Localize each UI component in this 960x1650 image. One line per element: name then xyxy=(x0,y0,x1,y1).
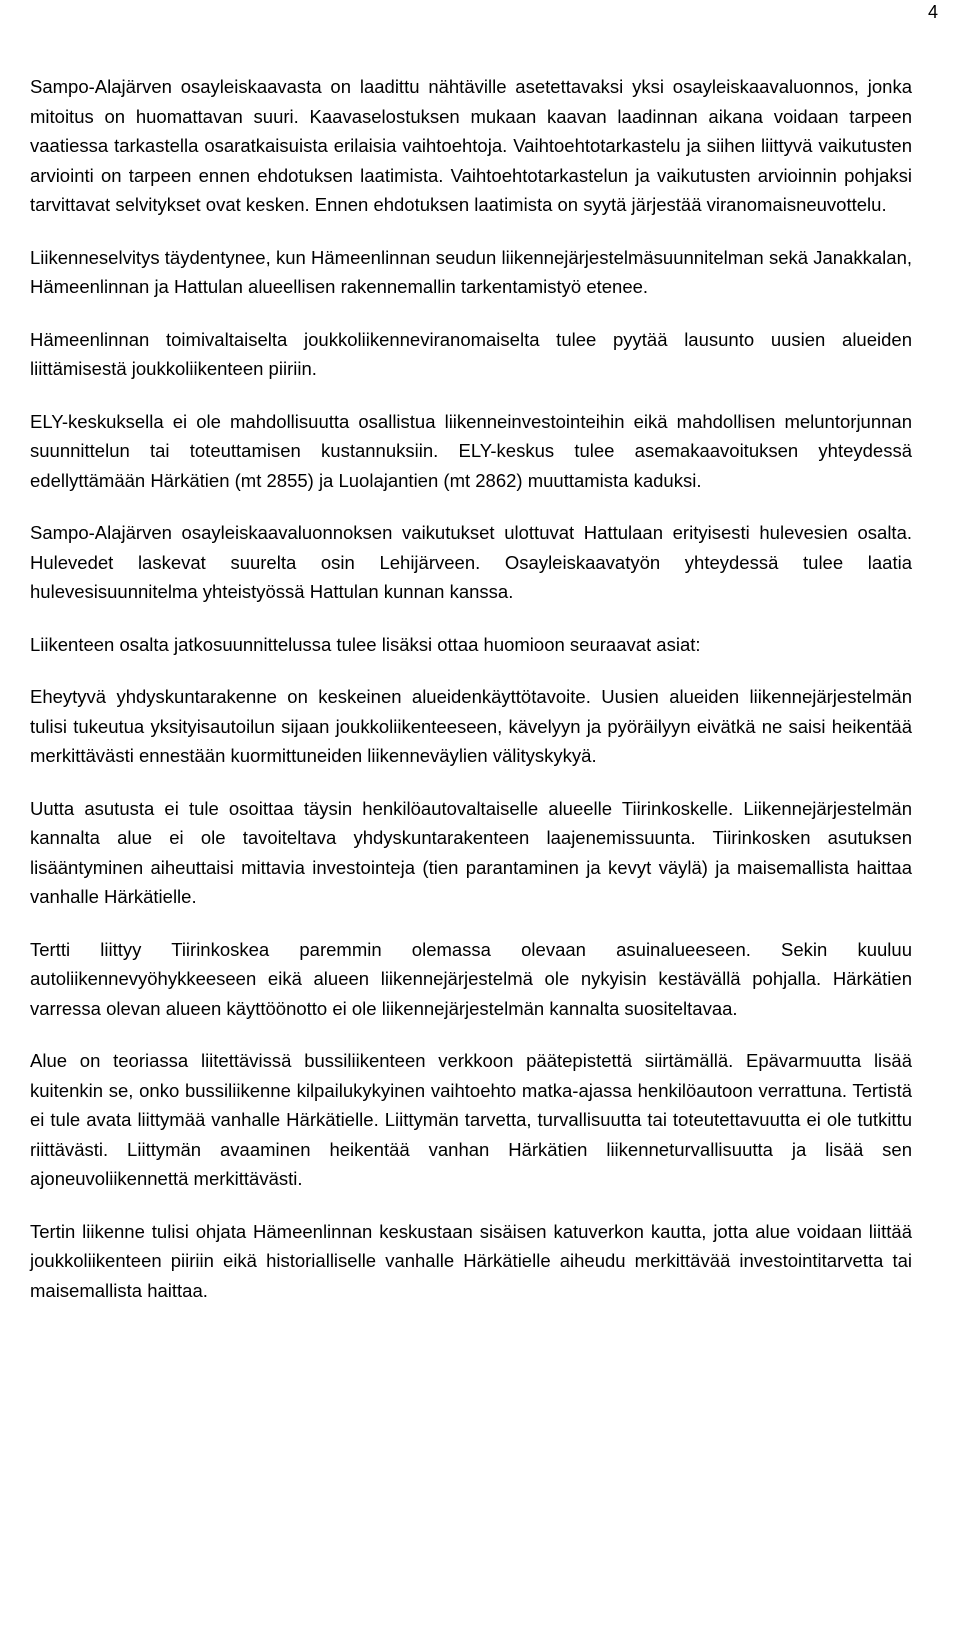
text-segment: Kaavaselostuksen mukaan kaavan laadinnan aikana voidaan tarpeen vaatiessa tarkastella osaratkaisuista erilaisia vaihtoehtoja. Vaihtoehtotarkastelu ja siihen liittyvä vaikutusten arviointi on tarpeen ennen ehdotuksen laatimista. xyxy=(30,105,912,186)
paragraph-jatkosuunnittelu-intro xyxy=(30,630,912,660)
text-segment: Alue on teoriassa liitettävissä bussiliikenteen verkkoon päätepistettä siirtämällä. Epävarmuutta lisää kuitenkin se, onko bussiliikenne kilpailukykyinen vaihtoehto matka-ajassa henkilöautoon verrattuna. Tertistä ei tule avata liittymää vanhalle Härkätielle. Liittymän tarvetta, turvallisuutta tai toteutettavuutta ei ole tutkittu riittävästi. Liittymän avaaminen heikentää vanhan Härkätien liikenneturvallisuutta ja lisää sen ajoneuvoliikennettä merkittävästi. xyxy=(30,1050,912,1189)
paragraph-joukkoliikenneviranomainen xyxy=(30,325,912,384)
paragraph-osayleiskaava-luonnos xyxy=(30,72,912,220)
document-body xyxy=(30,72,912,1328)
paragraph-tertti xyxy=(30,935,912,1024)
page-number: 4 xyxy=(927,2,938,22)
text-segment: Liikenteen osalta jatkosuunnittelussa tulee lisäksi ottaa huomioon seuraavat asiat: xyxy=(30,633,701,655)
paragraph-tertin-liikenne xyxy=(30,1217,912,1306)
paragraph-hulevedet xyxy=(30,518,912,607)
text-segment: ELY-keskuksella ei ole mahdollisuutta osallistua liikenneinvestointeihin eikä mahdollisen meluntorjunnan suunnittelun tai toteuttamisen kustannuksiin. ELY-keskus tulee asemakaavoituksen yhteydessä edellyttämään Härkätien (mt 2855) ja Luolajantien (mt 2862) muuttamista kaduksi. xyxy=(30,410,912,491)
text-segment: Vaihtoehtotarkastelun ja vaikutusten arvioinnin pohjaksi tarvittavat selvitykset ovat kesken. Ennen ehdotuksen laatimista on syytä järjestää viranomaisneuvottelu. xyxy=(30,164,913,215)
text-segment: Liikenneselvitys täydentynee, kun Hämeenlinnan seudun liikennejärjestelmäsuunnitelman sekä Janakkalan, Hämeenlinnan ja Hattulan alueellisen rakennemallin tarkentamistyö etenee. xyxy=(30,246,912,297)
paragraph-tiirinkoski xyxy=(30,794,912,912)
paragraph-liikenneselvitys xyxy=(30,243,912,302)
paragraph-eheytyva-rakenne xyxy=(30,682,912,771)
paragraph-bussiliikenne xyxy=(30,1046,912,1194)
text-segment: Uutta asutusta ei tule osoittaa täysin henkilöautovaltaiselle alueelle Tiirinkoskelle. Liikennejärjestelmän kannalta alue ei ole tavoiteltava yhdyskuntarakenteen laajenemissuunta. Tiirinkosken asutuksen lisääntyminen aiheuttaisi mittavia investointeja (tien parantaminen ja kevyt väylä) ja maisemallista haittaa vanhalle Härkätielle. xyxy=(30,797,912,907)
text-segment: Tertin liikenne tulisi ohjata Hämeenlinnan keskustaan sisäisen katuverkon kautta, jotta alue voidaan liittää joukkoliikenteen piiriin eikä historialliselle vanhalle Härkätielle aiheudu merkittävää investointitarvetta tai maisemallista haittaa. xyxy=(30,1220,912,1301)
text-segment: Eheytyvä yhdyskuntarakenne on keskeinen alueidenkäyttötavoite. Uusien alueiden liikennejärjestelmän tulisi tukeutua yksityisautoilun sijaan joukkoliikenteeseen, kävelyyn ja pyöräilyyn eivätkä ne saisi heikentää merkittävästi ennestään kuormittuneiden liikenneväylien välityskykyä. xyxy=(30,686,912,766)
paragraph-ely-keskus xyxy=(30,407,912,496)
text-segment: Hämeenlinnan toimivaltaiselta joukkoliikenneviranomaiselta tulee pyytää lausunto uusien alueiden liittämisestä joukkoliikenteen piiriin. xyxy=(30,328,912,379)
text-segment: Sampo-Alajärven osayleiskaavasta on laadittu nähtäville asetettavaksi yksi osayleiskaavaluonnos, jonka mitoitus on huomattavan suuri. xyxy=(30,76,912,127)
text-segment: Sampo-Alajärven osayleiskaavaluonnoksen vaikutukset ulottuvat Hattulaan erityisesti hulevesien osalta. Hulevedet laskevat suurelta osin Lehijärveen. Osayleiskaavatyön yhteydessä tulee laatia hulevesisuunnitelma yhteistyössä Hattulan kunnan kanssa. xyxy=(30,522,912,602)
text-segment: Tertti liittyy Tiirinkoskea paremmin olemassa olevaan asuinalueeseen. Sekin kuuluu autoliikennevyöhykkeeseen eikä alueen liikennejärjestelmä ole nykyisin kestävällä pohjalla. Härkätien varressa olevan alueen käyttöönotto ei ole liikennejärjestelmän kannalta suositeltavaa. xyxy=(30,938,912,1019)
